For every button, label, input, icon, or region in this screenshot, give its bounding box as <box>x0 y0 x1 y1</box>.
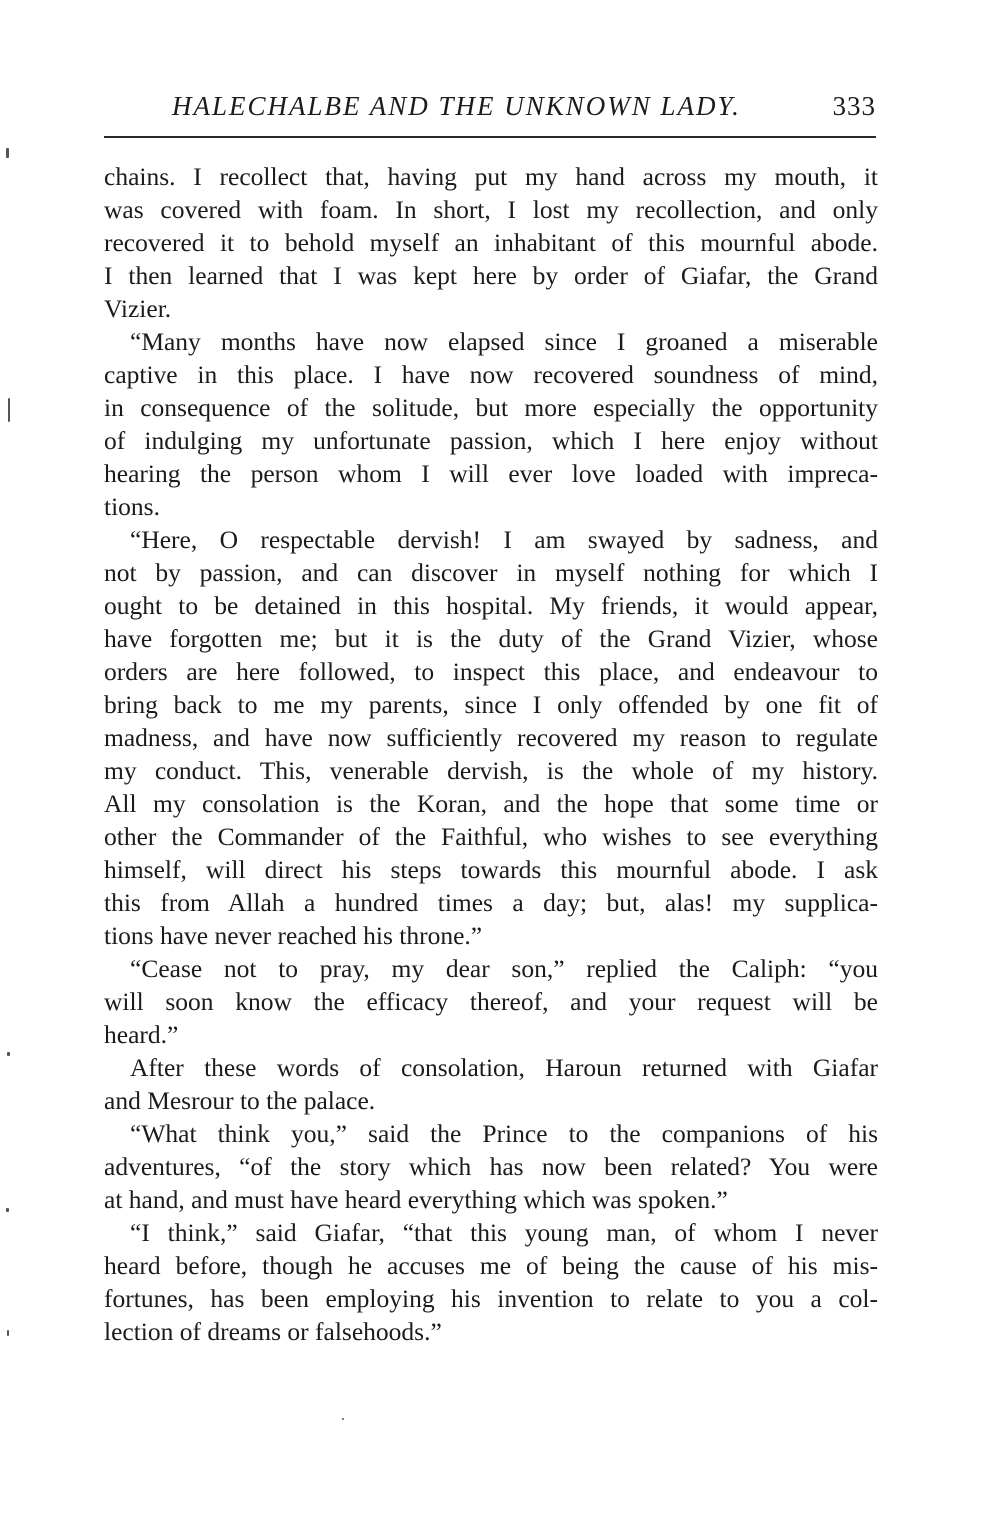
text-line: lection of dreams or falsehoods.” <box>104 1317 442 1346</box>
text-line: other the Commander of the Faithful, who wishes to see everything <box>104 822 878 851</box>
text-line: adventures, “of the story which has now been related? You were <box>104 1152 878 1181</box>
text-line: After these words of consolation, Haroun returned with Giafar <box>130 1053 878 1082</box>
text-line: bring back to me my parents, since I only offended by one fit of <box>104 690 878 719</box>
text-line: will soon know the efficacy thereof, and your request will be <box>104 987 878 1016</box>
text-line: was covered with foam. In short, I lost my recollection, and only <box>104 195 878 224</box>
body-text <box>104 160 878 1348</box>
text-line: madness, and have now sufficiently recovered my reason to regulate <box>104 723 878 752</box>
text-line: ought to be detained in this hospital. My friends, it would appear, <box>104 591 878 620</box>
text-line: captive in this place. I have now recovered soundness of mind, <box>104 360 878 389</box>
text-line: hearing the person whom I will ever love loaded with impreca- <box>104 459 878 488</box>
scan-speck <box>6 148 9 158</box>
text-line: tions. <box>104 492 160 521</box>
text-line: at hand, and must have heard everything which was spoken.” <box>104 1185 728 1214</box>
text-line: my conduct. This, venerable dervish, is the whole of my history. <box>104 756 878 785</box>
scan-speck <box>7 1330 9 1336</box>
running-head <box>104 86 880 126</box>
text-line: in consequence of the solitude, but more especially the opportunity <box>104 393 878 422</box>
scan-speck <box>342 1418 344 1420</box>
text-line: I then learned that I was kept here by order of Giafar, the Grand <box>104 261 878 290</box>
text-line: of indulging my unfortunate passion, which I here enjoy without <box>104 426 878 455</box>
text-line: All my consolation is the Koran, and the hope that some time or <box>104 789 878 818</box>
header-rule <box>104 136 876 138</box>
text-line: fortunes, has been employing his invention to relate to you a col- <box>104 1284 878 1313</box>
running-title: HALECHALBE AND THE UNKNOWN LADY. <box>172 91 741 121</box>
page-number: 333 <box>832 91 876 121</box>
text-line: recovered it to behold myself an inhabitant of this mournful abode. <box>104 228 878 257</box>
text-line: not by passion, and can discover in myself nothing for which I <box>104 558 878 587</box>
text-line: orders are here followed, to inspect this place, and endeavour to <box>104 657 878 686</box>
scan-speck <box>7 1052 10 1056</box>
text-line: heard before, though he accuses me of being the cause of his mis- <box>104 1251 878 1280</box>
text-line: tions have never reached his throne.” <box>104 921 483 950</box>
scan-speck <box>6 1208 9 1212</box>
text-line: chains. I recollect that, having put my hand across my mouth, it <box>104 162 878 191</box>
text-line: “Cease not to pray, my dear son,” replied the Caliph: “you <box>130 954 878 983</box>
text-line: “What think you,” said the Prince to the companions of his <box>130 1119 878 1148</box>
text-line: and Mesrour to the palace. <box>104 1086 376 1115</box>
text-line: Vizier. <box>104 294 172 323</box>
text-line: have forgotten me; but it is the duty of the Grand Vizier, whose <box>104 624 878 653</box>
text-line: himself, will direct his steps towards this mournful abode. I ask <box>104 855 878 884</box>
text-line: “I think,” said Giafar, “that this young man, of whom I never <box>130 1218 878 1247</box>
text-line: heard.” <box>104 1020 179 1049</box>
text-line: “Many months have now elapsed since I groaned a miserable <box>130 327 878 356</box>
text-line: “Here, O respectable dervish! I am swayed by sadness, and <box>130 525 878 554</box>
scan-speck <box>8 398 10 422</box>
text-line: this from Allah a hundred times a day; but, alas! my supplica- <box>104 888 878 917</box>
